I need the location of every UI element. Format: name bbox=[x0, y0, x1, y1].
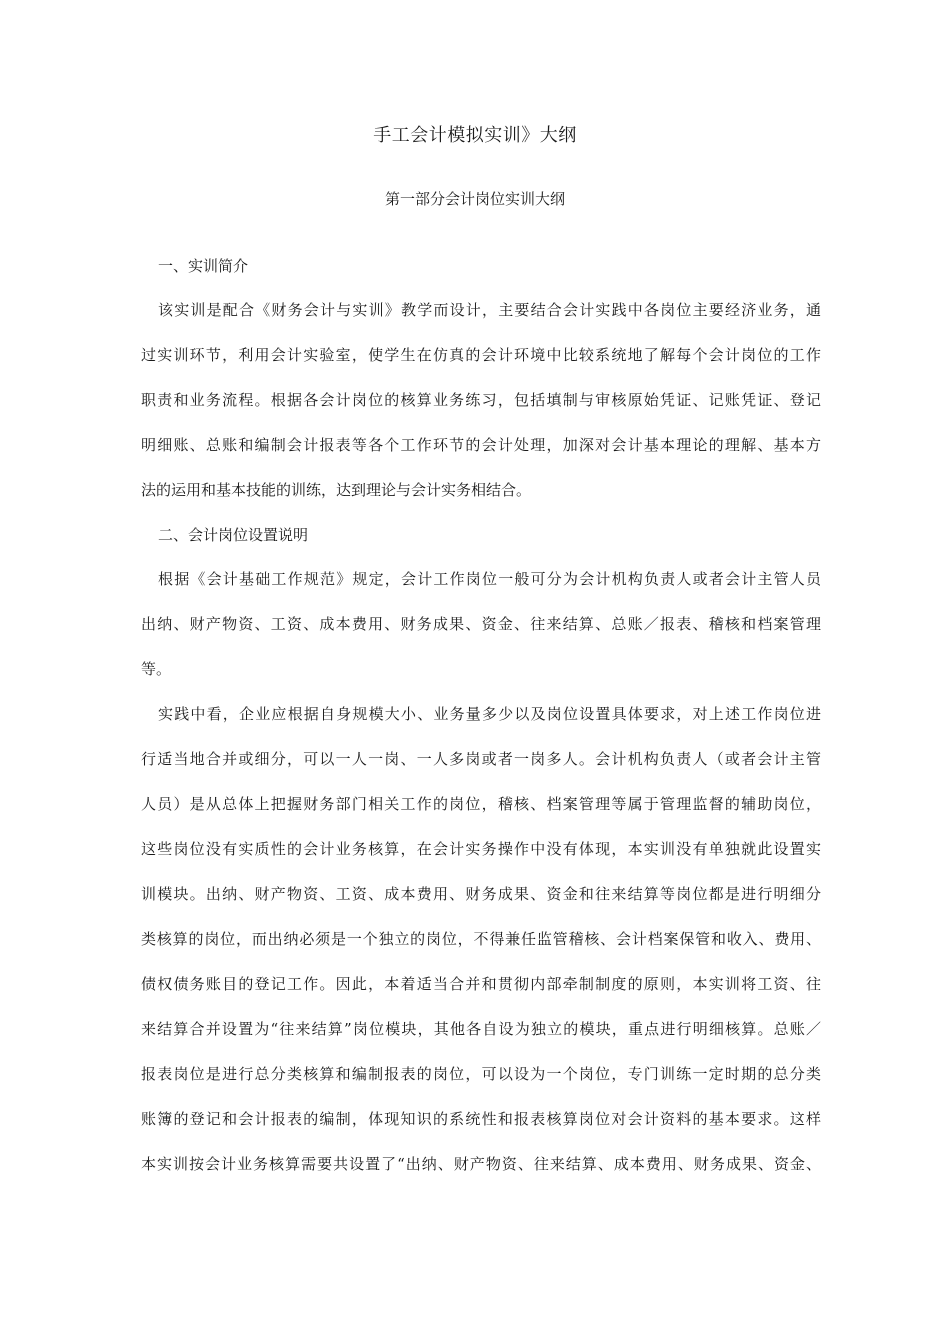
document-body bbox=[141, 252, 821, 1195]
intro-paragraph bbox=[141, 296, 821, 506]
text-line: 明细账、总账和编制会计报表等各个工作环节的会计处理，加深对会计基本理论的理解、基本方 bbox=[141, 436, 821, 454]
text-line: 账簿的登记和会计报表的编制，体现知识的系统性和报表核算岗位对会计资料的基本要求。这样 bbox=[141, 1110, 821, 1128]
text-line: 训模块。出纳、财产物资、工资、成本费用、财务成果、资金和往来结算等岗位都是进行明细分 bbox=[141, 885, 821, 903]
section-heading-positions: 二、会计岗位设置说明 bbox=[158, 526, 309, 544]
positions-paragraph-1 bbox=[141, 565, 821, 685]
text-line: 类核算的岗位，而出纳必须是一个独立的岗位，不得兼任监管稽核、会计档案保管和收入、费用、 bbox=[141, 930, 821, 948]
text-line: 行适当地合并或细分，可以一人一岗、一人多岗或者一岗多人。会计机构负责人（或者会计主管 bbox=[141, 750, 821, 768]
text-line: 职责和业务流程。根据各会计岗位的核算业务练习，包括填制与审核原始凭证、记账凭证、登记 bbox=[141, 391, 821, 409]
section-heading-intro: 一、实训简介 bbox=[158, 257, 249, 275]
text-line: 出纳、财产物资、工资、成本费用、财务成果、资金、往来结算、总账／报表、稽核和档案管理 bbox=[141, 615, 821, 633]
text-line: 等。 bbox=[141, 660, 172, 678]
document-subtitle: 第一部分会计岗位实训大纲 bbox=[384, 190, 565, 208]
text-line: 本实训按会计业务核算需要共设置了“出纳、财产物资、往来结算、成本费用、财务成果、资金、 bbox=[141, 1155, 821, 1173]
text-line: 过实训环节，利用会计实验室，使学生在仿真的会计环境中比较系统地了解每个会计岗位的工作 bbox=[141, 346, 821, 364]
text-line: 该实训是配合《财务会计与实训》教学而设计，主要结合会计实践中各岗位主要经济业务，通 bbox=[158, 301, 821, 319]
text-line: 这些岗位没有实质性的会计业务核算，在会计实务操作中没有体现，本实训没有单独就此设置实 bbox=[141, 840, 821, 858]
document-title: 手工会计模拟实训》大纲 bbox=[373, 125, 577, 146]
text-line: 报表岗位是进行总分类核算和编制报表的岗位，可以设为一个岗位，专门训练一定时期的总分类 bbox=[141, 1065, 821, 1083]
text-line: 人员）是从总体上把握财务部门相关工作的岗位，稽核、档案管理等属于管理监督的辅助岗位， bbox=[141, 795, 821, 813]
positions-paragraph-2 bbox=[141, 700, 821, 1180]
text-line: 来结算合并设置为“往来结算”岗位模块，其他各自设为独立的模块，重点进行明细核算。总账／ bbox=[141, 1020, 821, 1038]
text-line: 法的运用和基本技能的训练，达到理论与会计实务相结合。 bbox=[141, 481, 532, 499]
text-line: 债权债务账目的登记工作。因此，本着适当合并和贯彻内部牵制制度的原则，本实训将工资、往 bbox=[141, 975, 821, 993]
text-line: 根据《会计基础工作规范》规定，会计工作岗位一般可分为会计机构负责人或者会计主管人员 bbox=[158, 570, 821, 588]
text-line: 实践中看，企业应根据自身规模大小、业务量多少以及岗位设置具体要求，对上述工作岗位进 bbox=[158, 705, 821, 723]
